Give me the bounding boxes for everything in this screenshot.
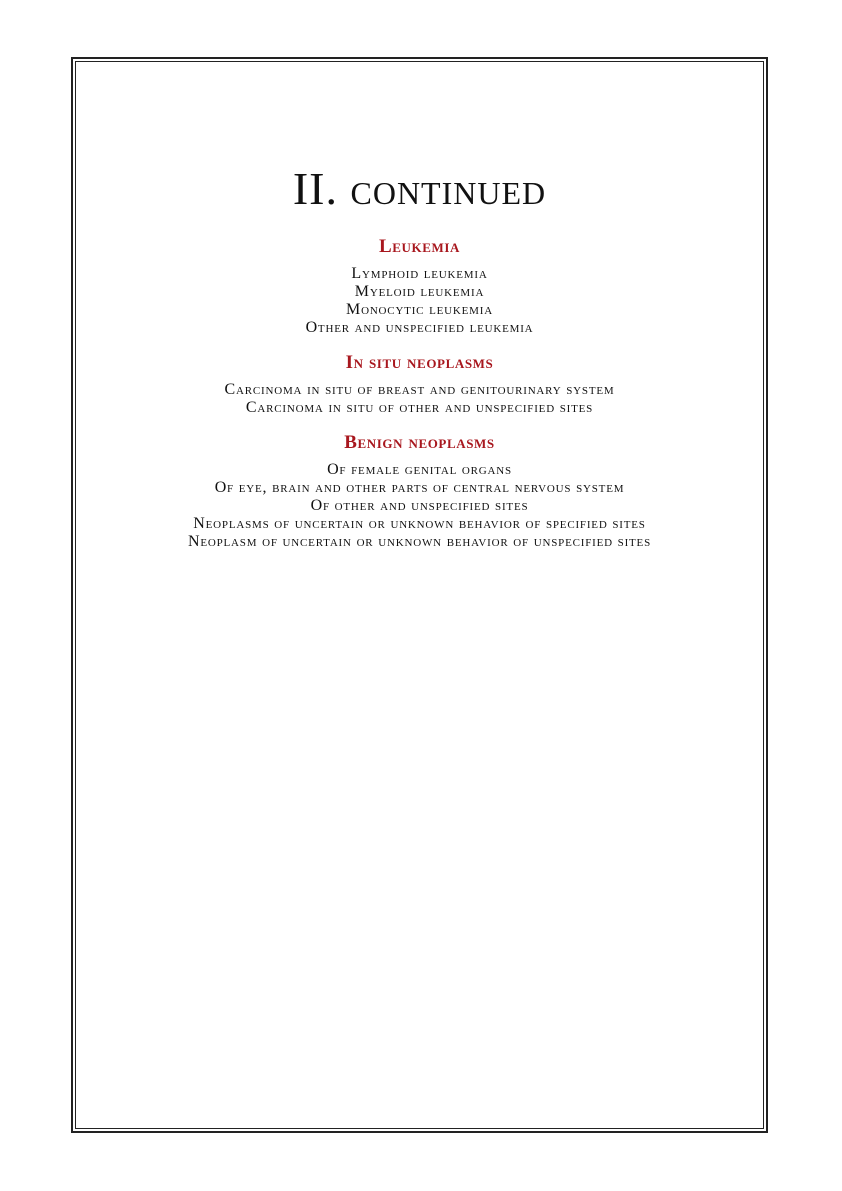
section-heading-benign-neoplasms: Benign neoplasms: [344, 432, 495, 453]
list-item: Monocytic leukemia: [346, 301, 493, 318]
list-item: Myeloid leukemia: [354, 283, 485, 300]
list-item: Of other and unspecified sites: [310, 497, 529, 514]
page-title: II. continued: [292, 163, 547, 214]
section-heading-in-situ-neoplasms: In situ neoplasms: [345, 352, 494, 373]
section-list-benign-neoplasms: [75, 461, 764, 551]
page-content: [75, 61, 764, 551]
section-benign-neoplasms: [75, 431, 764, 551]
section-heading-leukemia: Leukemia: [378, 236, 461, 257]
section-in-situ-neoplasms: [75, 351, 764, 417]
list-item: Neoplasm of uncertain or unknown behavior of unspecified sites: [188, 533, 651, 550]
list-item: Other and unspecified leukemia: [305, 319, 534, 336]
list-item: Carcinoma in situ of breast and genitourinary system: [224, 381, 615, 398]
list-item: Neoplasms of uncertain or unknown behavior of specified sites: [193, 515, 646, 532]
list-item: Lymphoid leukemia: [351, 265, 488, 282]
section-leukemia: [75, 235, 764, 337]
list-item: Of eye, brain and other parts of central nervous system: [214, 479, 625, 496]
section-list-in-situ-neoplasms: [75, 381, 764, 417]
list-item: Carcinoma in situ of other and unspecified sites: [245, 399, 594, 416]
section-list-leukemia: [75, 265, 764, 337]
list-item: Of female genital organs: [327, 461, 512, 478]
